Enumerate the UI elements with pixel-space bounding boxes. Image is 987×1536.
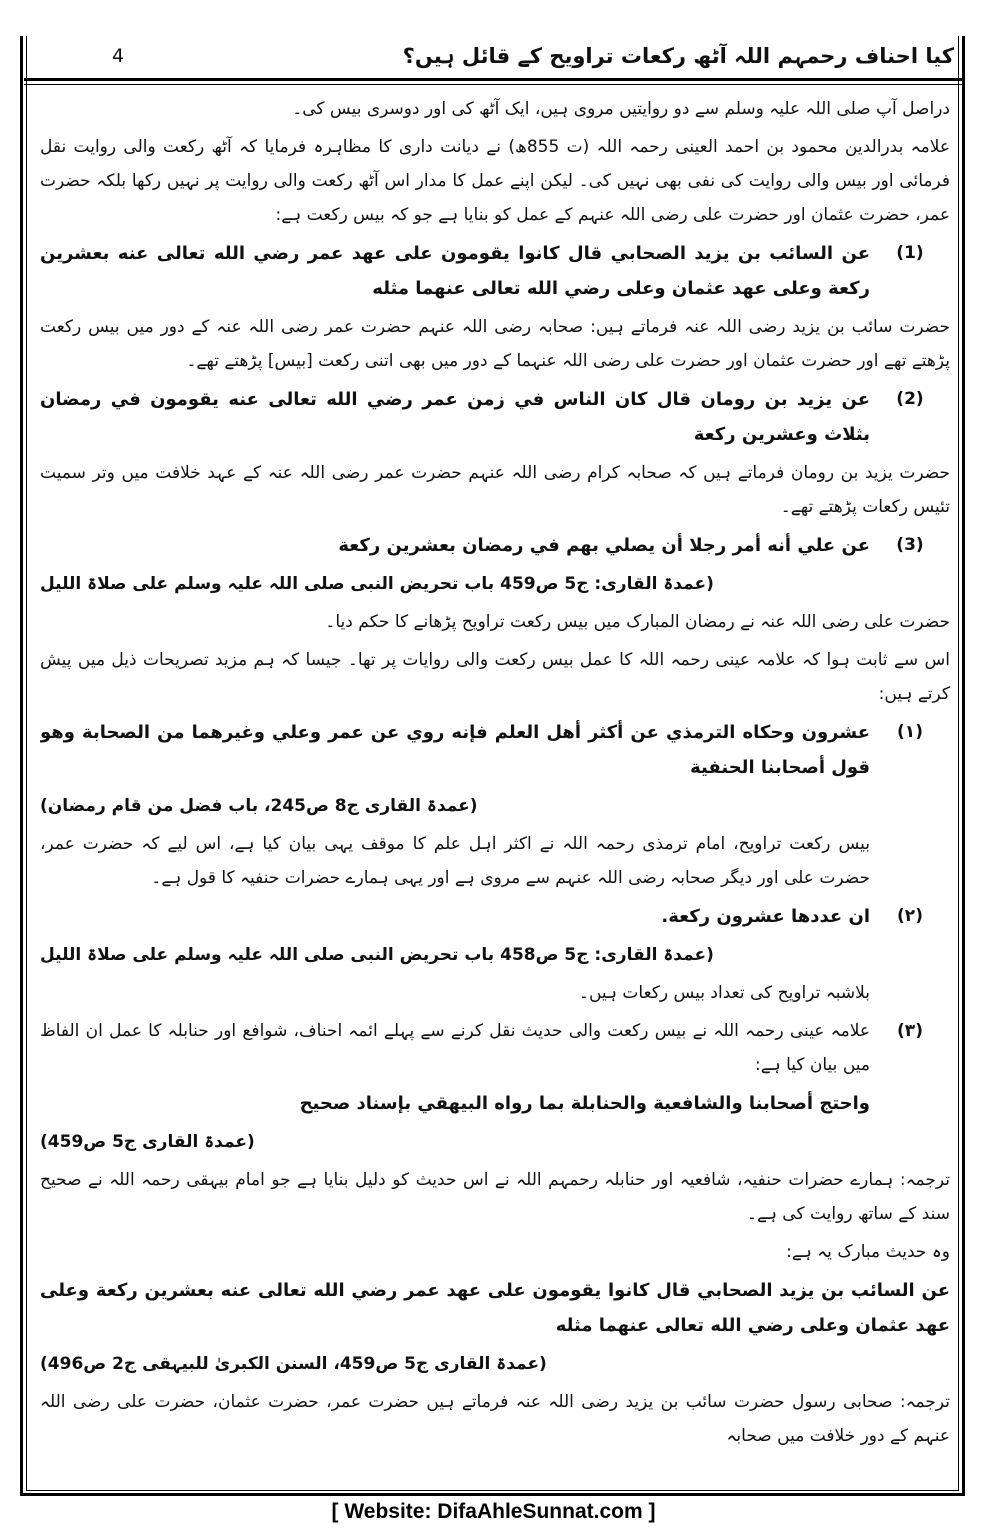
paragraph: بیس رکعت تراویح، امام ترمذی رحمہ اللہ نے اکثر اہل علم کا موقف یہی بیان کیا ہے، اس لیے کہ حضرت عمر، حضرت علی اور دیگر صحابہ رضی اللہ عنہم سے مروی ہے اور یہی ہمارے حضرات حنفیہ کا قول ہے۔ (40, 834, 870, 888)
header-rule-thin (24, 84, 962, 85)
item-number: (2) (896, 389, 924, 409)
paragraph: دراصل آپ صلی اللہ علیہ وسلم سے دو روایتیں مروی ہیں، ایک آٹھ کی اور دوسری بیس کی۔ (292, 99, 950, 119)
numbered-item (40, 528, 950, 567)
paragraph: ترجمہ: ہمارے حضرات حنفیہ، شافعیہ اور حنابلہ رحمہم اللہ نے اس حدیث کو دلیل بنایا ہے جو امام بیہقی رحمہ اللہ نے صحیح سند کے ساتھ روایت کی ہے۔ (40, 1170, 950, 1224)
page-title: کیا احناف رحمہم اللہ آٹھ رکعات تراویح کے قائل ہیں؟ (402, 44, 954, 68)
item-number: (۲) (897, 906, 923, 926)
page-number: 4 (112, 45, 125, 67)
arabic-quote: عن السائب بن يزيد الصحابي قال كانوا يقومون على عهد عمر رضي الله تعالى عنه بعشرين ركعة وعلى عهد عثمان وعلى رضي الله تعالى عنهما مثله (40, 243, 870, 299)
item-number: (1) (896, 243, 924, 263)
item-number: (۱) (897, 722, 923, 742)
numbered-item (40, 236, 950, 310)
numbered-item (40, 1014, 950, 1125)
paragraph: اس سے ثابت ہوا کہ علامہ عینی رحمہ اللہ کا عمل بیس رکعت والی روایات پر تھا۔ جیسا کہ ہم مزید تصریحات ذیل میں پیش کرتے ہیں: (40, 650, 950, 704)
paragraph: وہ حدیث مبارک یہ ہے: (786, 1242, 950, 1262)
arabic-quote: واحتج أصحابنا والشافعية والحنابلة بما رواه البيهقي بإسناد صحيح (299, 1093, 870, 1114)
numbered-item (40, 715, 950, 789)
arabic-quote: عن يزيد بن رومان قال كان الناس في زمن عمر رضي الله تعالى عنه يقومون في رمضان بثلاث وعشرين ركعة (40, 389, 870, 445)
header-rule-thick (24, 78, 962, 81)
document-body (40, 92, 950, 1492)
paragraph: ترجمہ: صحابی رسول حضرت سائب بن یزید رضی اللہ عنہ فرماتے ہیں حضرت عمر، حضرت عثمان، حضرت علی رضی اللہ عنہم کے دور خلافت میں صحابہ (40, 1392, 950, 1446)
paragraph: علامہ عینی رحمہ اللہ نے بیس رکعت والی حدیث نقل کرنے سے پہلے ائمہ احناف، شوافع اور حنابلہ کا عمل ان الفاظ میں بیان کیا ہے: (40, 1021, 870, 1075)
reference: (عمدۃ القاری ج8 ص245، باب فضل من قام رمضان) (40, 796, 478, 816)
item-number: (3) (896, 535, 924, 555)
paragraph: بلاشبہ تراویح کی تعداد بیس رکعات ہیں۔ (578, 983, 870, 1003)
reference: (عمدۃ القاری: ج5 ص459 باب تحریض النبی صلی اللہ علیہ وسلم علی صلاۃ اللیل (40, 574, 714, 594)
reference: (عمدۃ القاری ج5 ص459) (40, 1132, 255, 1152)
paragraph: حضرت سائب بن یزید رضی اللہ عنہ فرماتے ہیں: صحابہ رضی اللہ عنہم حضرت عمر رضی اللہ عنہ کے دور میں بیس رکعت پڑھتے تھے اور حضرت عثمان اور حضرت علی رضی اللہ عنہما کے دور میں بھی اتنی رکعت [بیس] پڑھتے تھے۔ (40, 317, 950, 371)
item-number: (۳) (897, 1021, 923, 1041)
arabic-quote: عشرون وحكاه الترمذي عن أكثر أهل العلم فإنه روي عن عمر وعلي وغيرهما من الصحابة وهو قول أصحابنا الحنفية (40, 722, 870, 778)
paragraph: حضرت یزید بن رومان فرماتے ہیں کہ صحابہ کرام رضی اللہ عنہم حضرت عمر رضی اللہ عنہ کے عہد خلافت میں وتر سمیت تئیس رکعات پڑھتے تھے۔ (40, 463, 950, 517)
paragraph: علامہ بدرالدین محمود بن احمد العینی رحمہ اللہ (ت 855ھ) نے دیانت داری کا مظاہرہ فرمایا کہ آٹھ رکعت والی روایت نقل فرمائی اور بیس والی روایت کی نفی بھی نہیں کی۔ لیکن اپنے عمل کا مدار اس آٹھ رکعت والی روایت پر نہیں رکھا بلکہ حضرت عمر، حضرت عثمان اور حضرت علی رضی اللہ عنہم کے عمل کو بنایا ہے جو کہ بیس رکعت ہے: (40, 137, 950, 225)
paragraph: حضرت علی رضی اللہ عنہ نے رمضان المبارک میں بیس رکعت تراویح پڑھانے کا حکم دیا۔ (325, 612, 950, 632)
reference: (عمدۃ القاری: ج5 ص458 باب تحریض النبی صلی اللہ علیہ وسلم علی صلاۃ اللیل (40, 945, 714, 965)
arabic-quote: عن علي أنه أمر رجلا أن يصلي بهم في رمضان بعشرين ركعة (338, 535, 870, 556)
arabic-quote: عن السائب بن يزيد الصحابي قال كانوا يقومون على عهد عمر رضي الله تعالى عنه بعشرين ركعة وعلى عهد عثمان وعلى رضي الله تعالى عنهما مثله (40, 1280, 950, 1336)
page-header (24, 38, 962, 74)
reference: (عمدۃ القاری ج5 ص459، السنن الکبریٰ للبیہقی ج2 ص496) (40, 1354, 547, 1374)
numbered-item (40, 382, 950, 456)
arabic-quote: ان عددها عشرون ركعة. (661, 906, 870, 927)
website-footer: [ Website: DifaAhleSunnat.com ] (331, 1500, 656, 1523)
numbered-item (40, 899, 950, 938)
